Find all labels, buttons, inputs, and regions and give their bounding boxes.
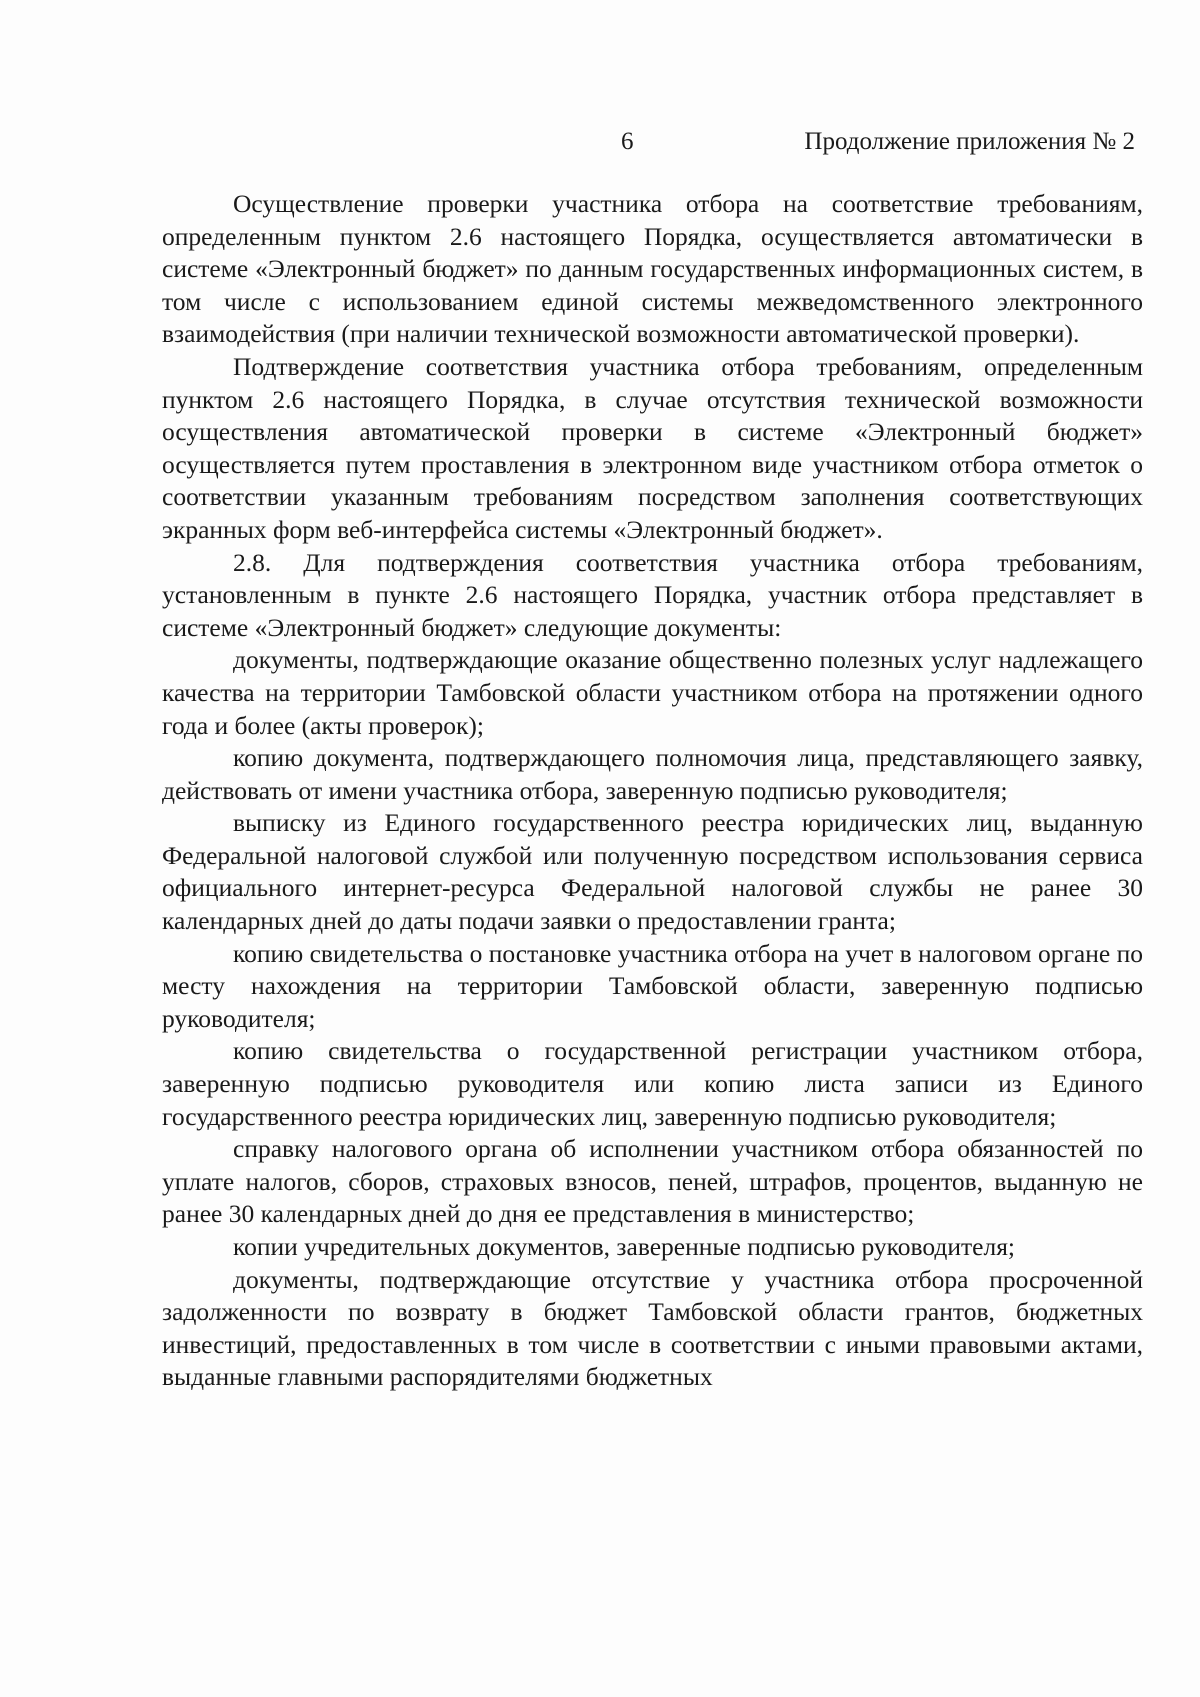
list-item-founding-documents: копии учредительных документов, заверенные подписью руководителя; (233, 1232, 1016, 1261)
list-item-tax-certificate: справку налогового органа об исполнении участником отбора обязанностей по уплате налогов, сборов, страховых взносов, пеней, штрафов, процентов, выданную не ранее 30 календарных дней до дня ее представления в министерство; (162, 1134, 1143, 1229)
paragraph-section-2-8: 2.8. Для подтверждения соответствия участника отбора требованиям, установленным в пункте 2.6 настоящего Порядка, участник отбора представляет в системе «Электронный бюджет» следующие документы: (162, 547, 1143, 642)
list-item-tax-registration: копию свидетельства о постановке участника отбора на учет в налоговом органе по месту нахождения на территории Тамбовской области, заверенную подписью руководителя; (162, 938, 1143, 1033)
paragraph-automatic-check: Осуществление проверки участника отбора на соответствие требованиям, определенным пунктом 2.6 настоящего Порядка, осуществляется автоматически в системе «Электронный бюджет» по данным государственных информационных систем, в том числе с использованием единой системы межведомственного электронного взаимодействия (при наличии технической возможности автоматической проверки). (162, 189, 1143, 349)
list-item-quality-documents: документы, подтверждающие оказание общественно полезных услуг надлежащего качества на территории Тамбовской области участником отбора на протяжении одного года и более (акты проверок); (162, 645, 1143, 740)
page-header (0, 128, 1200, 164)
paragraph-manual-confirmation: Подтверждение соответствия участника отбора требованиям, определенным пунктом 2.6 настоящего Порядка, в случае отсутствия технической возможности осуществления автоматической проверки в системе «Электронный бюджет» осуществляется путем проставления в электронном виде участником отбора отметок о соответствии указанным требованиям посредством заполнения соответствующих экранных форм веб-интерфейса системы «Электронный бюджет». (162, 351, 1143, 544)
appendix-continuation-label: Продолжение приложения № 2 (804, 128, 1135, 155)
list-item-egrul-extract: выписку из Единого государственного реестра юридических лиц, выданную Федеральной налоговой службой или полученную посредством использования сервиса официального интернет-ресурса Федеральной налоговой службы не ранее 30 календарных дней до даты подачи заявки о предоставлении гранта; (162, 808, 1143, 936)
list-item-state-registration: копию свидетельства о государственной регистрации участником отбора, заверенную подписью руководителя или копию листа записи из Единого государственного реестра юридических лиц, заверенную подписью руководителя; (162, 1036, 1143, 1131)
page-number: 6 (621, 128, 634, 155)
list-item-authority-copy: копию документа, подтверждающего полномочия лица, представляющего заявку, действовать от имени участника отбора, заверенную подписью руководителя; (162, 743, 1143, 805)
list-item-no-debt-documents: документы, подтверждающие отсутствие у участника отбора просроченной задолженности по возврату в бюджет Тамбовской области грантов, бюджетных инвестиций, предоставленных в том числе в соответствии с иными правовыми актами, выданные главными распорядителями бюджетных (162, 1264, 1143, 1392)
document-body (162, 188, 1143, 1394)
